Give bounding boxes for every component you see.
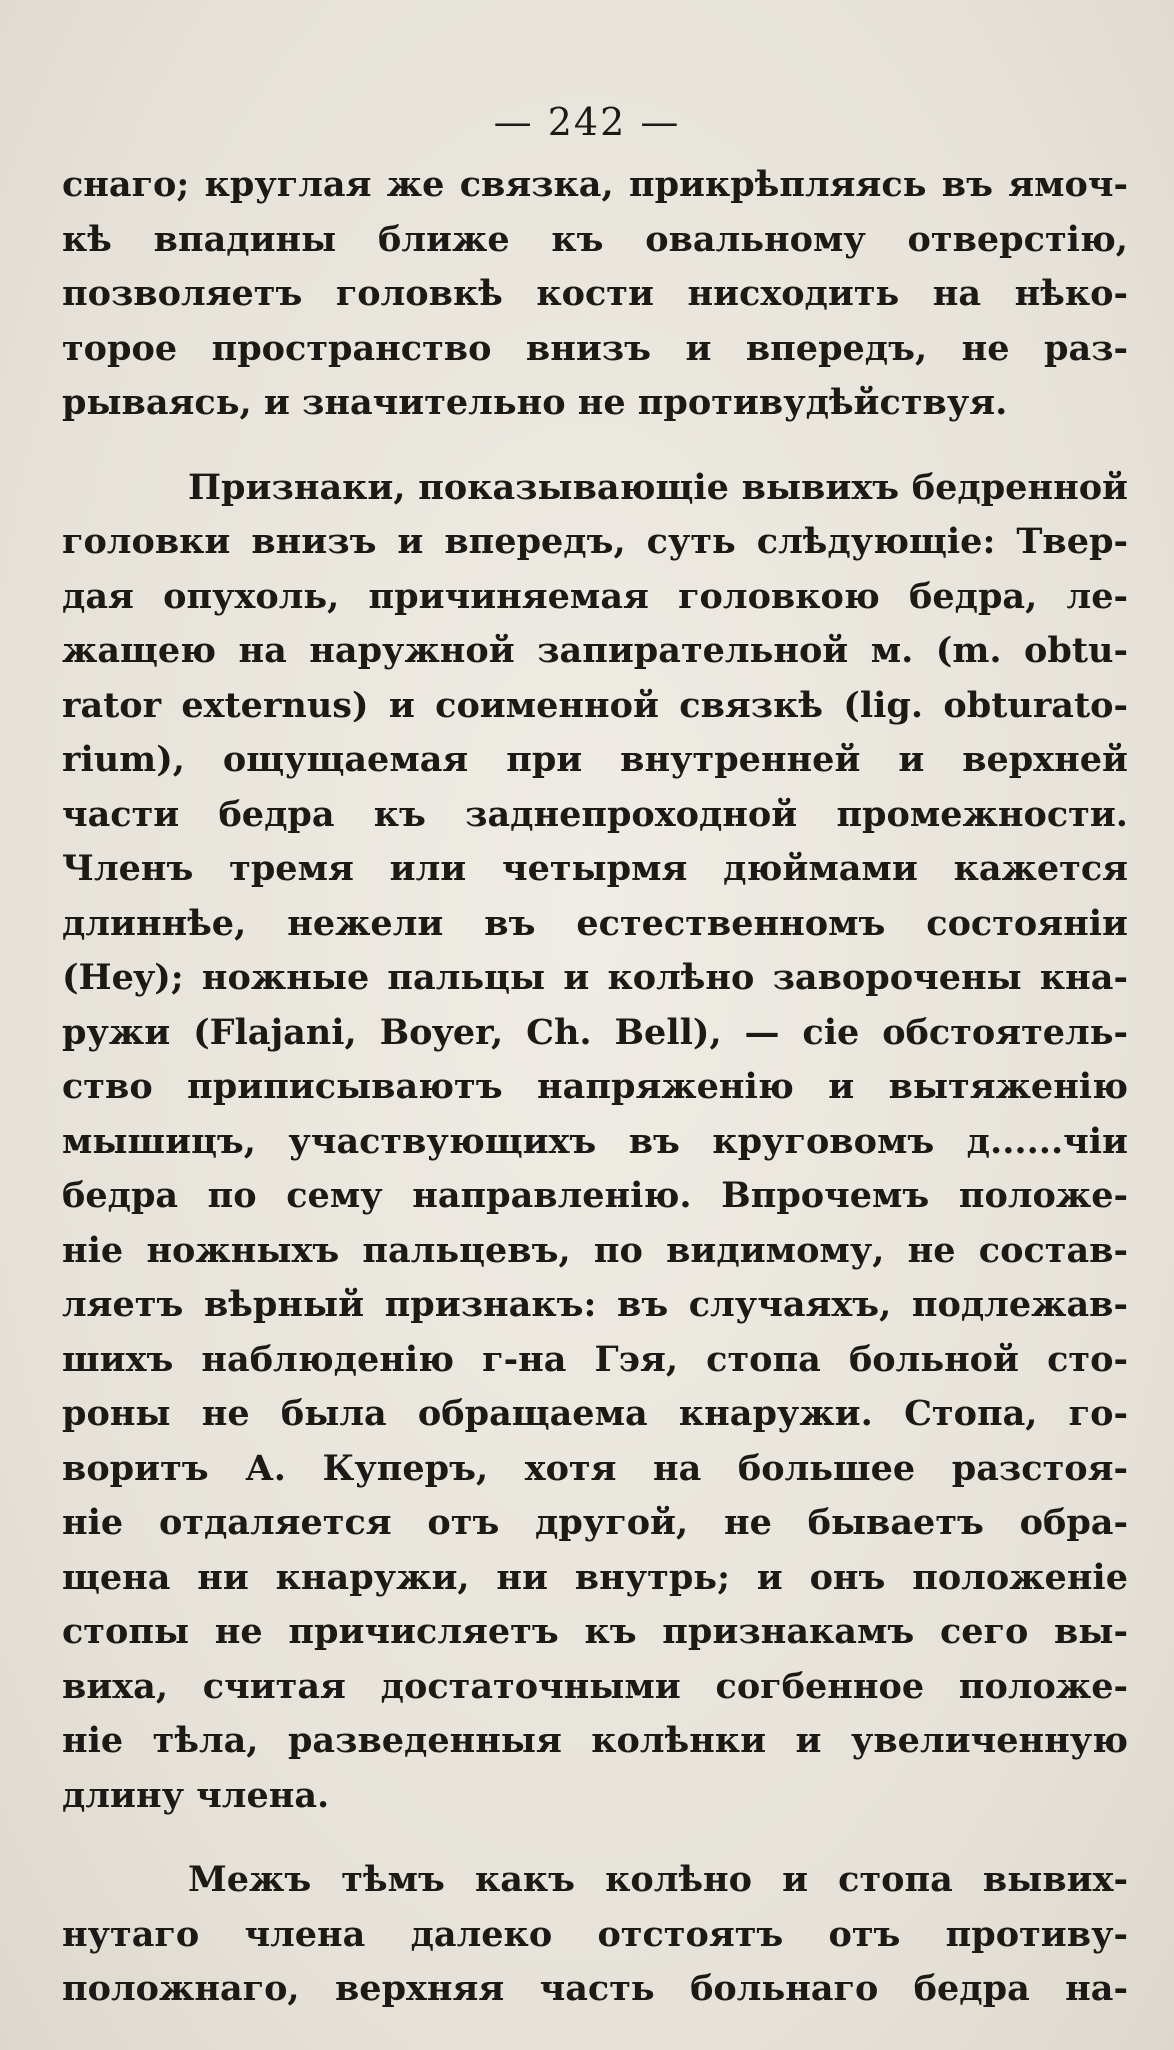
text-line: ляетъ вѣрный признакъ: въ случаяхъ, подлежав- [62,1284,1128,1325]
text-line: головки внизъ и впередъ, суть слѣдующіе: Твер- [62,521,1128,562]
text-line: ніе тѣла, разведенныя колѣнки и увеличенную [62,1720,1128,1761]
text-line: ружи (Flajani, Boyer, Ch. Bell), — сіе обстоятель- [62,1011,1128,1053]
text-line: дая опухоль, причиняемая головкою бедра, ле- [62,575,1128,617]
text-line: (Hey); ножные пальцы и колѣно заворочены кна- [62,957,1128,998]
text-line: роны не была обращаема кнаружи. Стопа, го- [62,1393,1128,1434]
text-line: ніе отдаляется отъ другой, не бываетъ обра- [62,1502,1128,1543]
paragraph-3 [62,1853,1128,2017]
text-line: рываясь, и значительно не противудѣйствуя. [62,382,1008,423]
text-line: стопы не причисляетъ къ признакамъ сего вы- [62,1611,1128,1652]
text-line: торое пространство внизъ и впередъ, не раз- [62,327,1128,369]
text-line: щена ни кнаружи, ни внутрь; и онъ положеніе [62,1556,1128,1598]
text-line: мышицъ, участвующихъ въ круговомъ д......чіи [62,1120,1128,1162]
paragraph-spacer [62,1823,1128,1853]
text-line: позволяетъ головкѣ кости нисходить на нѣко- [62,273,1128,314]
text-line: бедра по сему направленію. Впрочемъ положе- [62,1175,1128,1216]
text-line: ство приписываютъ напряженію и вытяженію [62,1066,1128,1107]
text-line: воритъ А. Куперъ, хотя на большее разстоя- [62,1447,1128,1489]
text-line: Членъ тремя или четырмя дюймами кажется [62,848,1128,889]
text-line: нутаго члена далеко отстоятъ отъ противу- [62,1913,1128,1955]
paragraph-spacer [62,431,1128,461]
body-text [62,158,1128,2017]
text-line: длину члена. [62,1774,330,1816]
text-line: жащею на наружной запирательной м. (m. obtu- [62,630,1128,671]
paragraph-2 [62,461,1128,1824]
text-line: Межъ тѣмъ какъ колѣно и стопа вывих- [188,1859,1128,1900]
text-line: части бедра къ заднепроходной промежности. [62,793,1128,835]
paragraph-1 [62,158,1128,431]
text-line: rium), ощущаемая при внутренней и верхней [62,739,1128,780]
page-number: — 242 — [493,100,681,144]
text-line: виха, считая достаточными согбенное положе- [62,1665,1128,1707]
text-line: ніе ножныхъ пальцевъ, по видимому, не состав- [62,1229,1128,1271]
text-line: шихъ наблюденію г-на Гэя, стопа больной сто- [62,1338,1128,1380]
text-line: длиннѣе, нежели въ естественномъ состояніи [62,902,1128,944]
text-line: Признаки, показывающіе вывихъ бедренной [188,466,1128,508]
text-line: положнаго, верхняя часть больнаго бедра на- [62,1968,1128,2009]
text-line: rator externus) и соименной связкѣ (lig. obturato- [62,684,1128,726]
text-line: снаго; круглая же связка, прикрѣпляясь въ ямоч- [62,164,1128,205]
text-line: кѣ впадины ближе къ овальному отверстію, [62,218,1128,260]
